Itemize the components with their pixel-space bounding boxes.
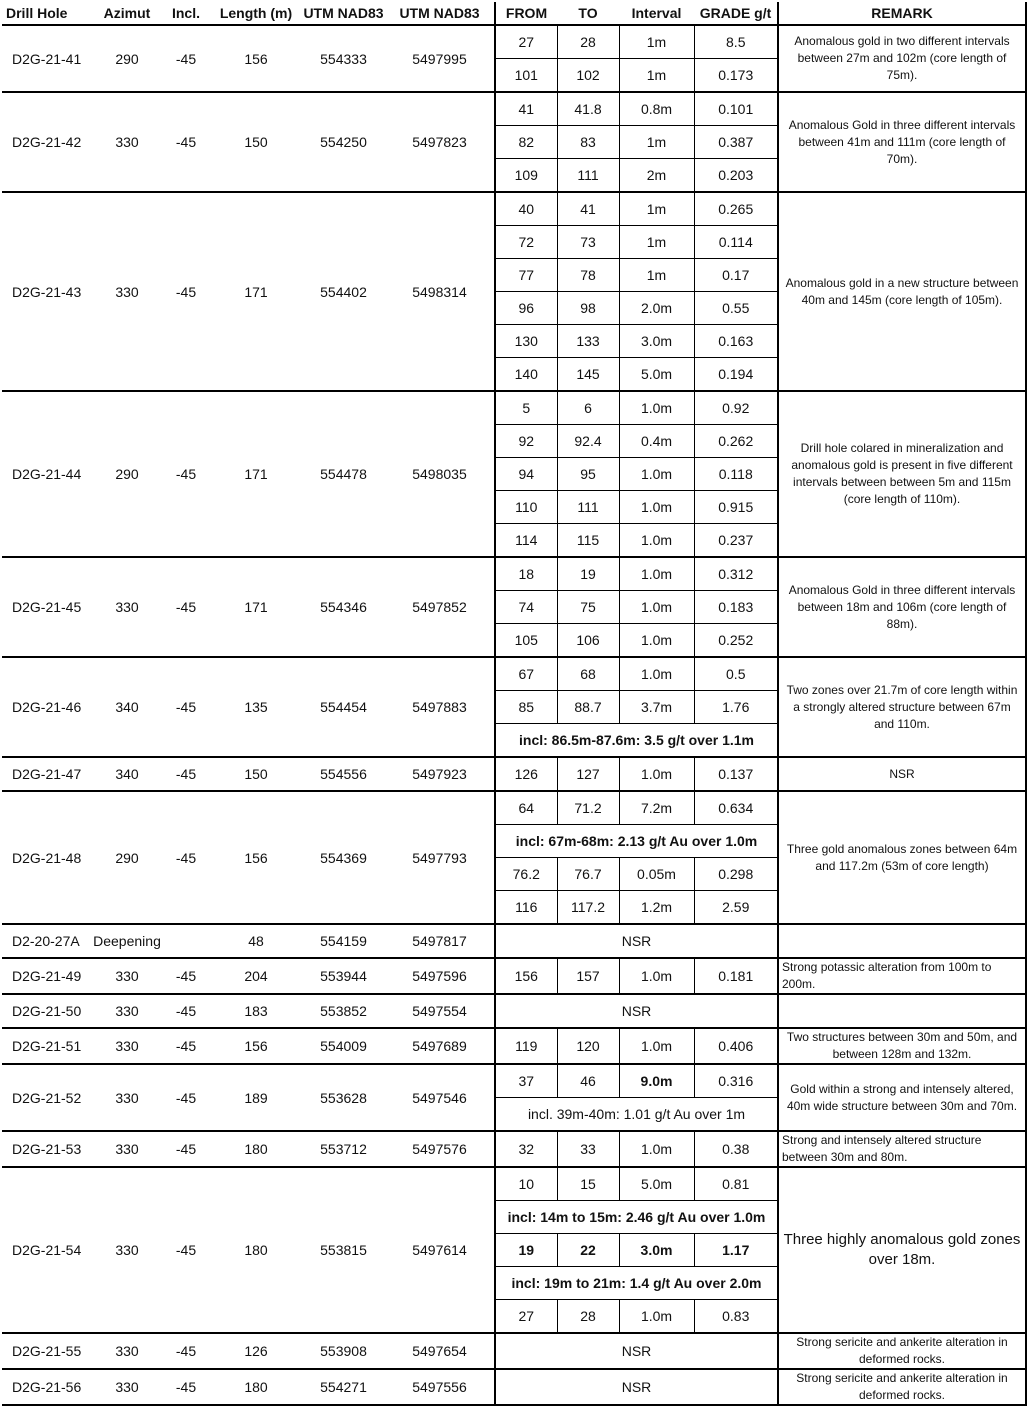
incl-value <box>162 924 210 958</box>
to-value: 75 <box>557 591 619 624</box>
grade-value: 0.203 <box>694 159 778 193</box>
table-row <box>2 791 1026 825</box>
from-value: 82 <box>495 126 557 159</box>
interval-value: 1m <box>619 192 694 226</box>
table-row <box>2 924 1026 958</box>
incl-value: -45 <box>162 994 210 1028</box>
to-value: 88.7 <box>557 691 619 724</box>
interval-value: 1.0m <box>619 391 694 425</box>
grade-value: 1.76 <box>694 691 778 724</box>
interval-value: 0.8m <box>619 92 694 126</box>
table-row <box>2 657 1026 691</box>
azimut-value: 330 <box>92 1333 162 1369</box>
header-row <box>2 2 1026 25</box>
header-length: Length (m) <box>219 5 293 21</box>
to-value: 111 <box>557 491 619 524</box>
header-from: FROM <box>495 2 557 25</box>
drill-hole-id: D2-20-27A <box>2 924 92 958</box>
from-value: 27 <box>495 1300 557 1334</box>
length-value: 156 <box>210 1028 302 1064</box>
from-value: 40 <box>495 192 557 226</box>
interval-value: 1.0m <box>619 757 694 791</box>
grade-value: 0.298 <box>694 858 778 891</box>
from-value: 110 <box>495 491 557 524</box>
table-row <box>2 757 1026 791</box>
table-row <box>2 1131 1026 1167</box>
from-value: 10 <box>495 1167 557 1201</box>
from-value: 116 <box>495 891 557 925</box>
from-value: 94 <box>495 458 557 491</box>
interval-note: NSR <box>495 1333 778 1369</box>
drill-hole-id: D2G-21-42 <box>2 92 92 192</box>
drill-hole-id: D2G-21-48 <box>2 791 92 924</box>
table-body <box>2 25 1026 1405</box>
from-value: 5 <box>495 391 557 425</box>
incl-value: -45 <box>162 1131 210 1167</box>
drill-hole-id: D2G-21-49 <box>2 958 92 994</box>
utm-north-value: 5497576 <box>385 1131 495 1167</box>
to-value: 111 <box>557 159 619 193</box>
incl-value: -45 <box>162 1064 210 1131</box>
utm-east-value: 554333 <box>302 25 385 92</box>
incl-value: -45 <box>162 391 210 557</box>
remark-text: Two zones over 21.7m of core length within a strongly altered structure between 67m and 110m. <box>778 657 1026 757</box>
interval-note: NSR <box>495 1369 778 1405</box>
length-value: 150 <box>210 757 302 791</box>
azimut-value: 330 <box>92 1131 162 1167</box>
remark-text: Strong sericite and ankerite alteration in deformed rocks. <box>778 1369 1026 1405</box>
incl-value: -45 <box>162 657 210 757</box>
grade-value: 0.137 <box>694 757 778 791</box>
interval-note: incl. 39m-40m: 1.01 g/t Au over 1m <box>495 1098 778 1132</box>
from-value: 130 <box>495 325 557 358</box>
from-value: 77 <box>495 259 557 292</box>
to-value: 73 <box>557 226 619 259</box>
utm-east-value: 553852 <box>302 994 385 1028</box>
from-value: 72 <box>495 226 557 259</box>
grade-value: 0.17 <box>694 259 778 292</box>
from-value: 140 <box>495 358 557 392</box>
to-value: 6 <box>557 391 619 425</box>
to-value: 28 <box>557 25 619 59</box>
length-value: 189 <box>210 1064 302 1131</box>
utm-east-value: 554369 <box>302 791 385 924</box>
length-value: 135 <box>210 657 302 757</box>
length-value: 180 <box>210 1131 302 1167</box>
to-value: 19 <box>557 557 619 591</box>
interval-note: NSR <box>495 994 778 1028</box>
interval-value: 1m <box>619 25 694 59</box>
incl-value: -45 <box>162 1369 210 1405</box>
interval-value: 5.0m <box>619 1167 694 1201</box>
interval-note: incl: 67m-68m: 2.13 g/t Au over 1.0m <box>495 825 778 858</box>
from-value: 101 <box>495 59 557 93</box>
remark-text <box>778 924 1026 958</box>
to-value: 133 <box>557 325 619 358</box>
azimut-value: 330 <box>92 192 162 391</box>
grade-value: 0.83 <box>694 1300 778 1334</box>
grade-value: 0.237 <box>694 524 778 558</box>
interval-value: 0.4m <box>619 425 694 458</box>
incl-value: -45 <box>162 25 210 92</box>
grade-value: 0.118 <box>694 458 778 491</box>
drill-results-table <box>2 2 1027 1406</box>
drill-hole-id: D2G-21-56 <box>2 1369 92 1405</box>
interval-value: 3.7m <box>619 691 694 724</box>
drill-hole-id: D2G-21-41 <box>2 25 92 92</box>
interval-note: incl: 14m to 15m: 2.46 g/t Au over 1.0m <box>495 1201 778 1234</box>
to-value: 76.7 <box>557 858 619 891</box>
grade-value: 1.17 <box>694 1234 778 1267</box>
grade-value: 0.38 <box>694 1131 778 1167</box>
utm-north-value: 5497689 <box>385 1028 495 1064</box>
utm-north-value: 5497995 <box>385 25 495 92</box>
grade-value: 0.387 <box>694 126 778 159</box>
grade-value: 0.406 <box>694 1028 778 1064</box>
interval-value: 1.0m <box>619 491 694 524</box>
utm-east-value: 553944 <box>302 958 385 994</box>
interval-value: 1.0m <box>619 958 694 994</box>
to-value: 115 <box>557 524 619 558</box>
interval-value: 1.0m <box>619 1028 694 1064</box>
header-utm-north: UTM NAD83 <box>399 5 480 21</box>
incl-value: -45 <box>162 791 210 924</box>
to-value: 157 <box>557 958 619 994</box>
remark-text: Drill hole colared in mineralization and anomalous gold is present in five different intervals between between 5m and 115m (core length of 110m). <box>778 391 1026 557</box>
length-value: 150 <box>210 92 302 192</box>
remark-text: Strong potassic alteration from 100m to 200m. <box>778 958 1026 994</box>
incl-value: -45 <box>162 192 210 391</box>
length-value: 204 <box>210 958 302 994</box>
drill-hole-id: D2G-21-54 <box>2 1167 92 1333</box>
to-value: 83 <box>557 126 619 159</box>
azimut-value: 330 <box>92 1167 162 1333</box>
interval-value: 1m <box>619 126 694 159</box>
utm-east-value: 554159 <box>302 924 385 958</box>
to-value: 71.2 <box>557 791 619 825</box>
interval-value: 1m <box>619 259 694 292</box>
from-value: 18 <box>495 557 557 591</box>
remark-text: Strong and intensely altered structure between 30m and 80m. <box>778 1131 1026 1167</box>
drill-hole-id: D2G-21-43 <box>2 192 92 391</box>
header-utm-east: UTM NAD83 <box>303 5 384 21</box>
grade-value: 0.101 <box>694 92 778 126</box>
grade-value: 0.5 <box>694 657 778 691</box>
utm-east-value: 554556 <box>302 757 385 791</box>
length-value: 126 <box>210 1333 302 1369</box>
length-value: 171 <box>210 192 302 391</box>
interval-value: 7.2m <box>619 791 694 825</box>
length-value: 156 <box>210 25 302 92</box>
drill-hole-id: D2G-21-46 <box>2 657 92 757</box>
azimut-value: 330 <box>92 92 162 192</box>
utm-north-value: 5497556 <box>385 1369 495 1405</box>
header-azimut: Azimut <box>103 5 151 21</box>
from-value: 96 <box>495 292 557 325</box>
utm-east-value: 554454 <box>302 657 385 757</box>
azimut-value: 290 <box>92 25 162 92</box>
interval-value: 1.0m <box>619 591 694 624</box>
interval-value: 2m <box>619 159 694 193</box>
incl-value: -45 <box>162 557 210 657</box>
interval-value: 1.0m <box>619 1300 694 1334</box>
to-value: 120 <box>557 1028 619 1064</box>
to-value: 41.8 <box>557 92 619 126</box>
header-drill-hole: Drill Hole <box>6 5 68 21</box>
from-value: 32 <box>495 1131 557 1167</box>
interval-value: 1.0m <box>619 524 694 558</box>
to-value: 102 <box>557 59 619 93</box>
grade-value: 0.183 <box>694 591 778 624</box>
from-value: 92 <box>495 425 557 458</box>
from-value: 19 <box>495 1234 557 1267</box>
from-value: 74 <box>495 591 557 624</box>
drill-hole-id: D2G-21-44 <box>2 391 92 557</box>
grade-value: 0.181 <box>694 958 778 994</box>
incl-value: -45 <box>162 1028 210 1064</box>
to-value: 92.4 <box>557 425 619 458</box>
to-value: 117.2 <box>557 891 619 925</box>
interval-value: 3.0m <box>619 1234 694 1267</box>
length-value: 180 <box>210 1167 302 1333</box>
from-value: 85 <box>495 691 557 724</box>
interval-note: incl: 19m to 21m: 1.4 g/t Au over 2.0m <box>495 1267 778 1300</box>
interval-value: 1m <box>619 59 694 93</box>
to-value: 106 <box>557 624 619 658</box>
utm-north-value: 5497793 <box>385 791 495 924</box>
utm-east-value: 554346 <box>302 557 385 657</box>
utm-east-value: 554009 <box>302 1028 385 1064</box>
from-value: 41 <box>495 92 557 126</box>
table-row <box>2 391 1026 425</box>
drill-hole-id: D2G-21-50 <box>2 994 92 1028</box>
grade-value: 0.173 <box>694 59 778 93</box>
interval-note: NSR <box>495 924 778 958</box>
drill-hole-id: D2G-21-53 <box>2 1131 92 1167</box>
remark-text: Gold within a strong and intensely altered, 40m wide structure between 30m and 70m. <box>778 1064 1026 1131</box>
interval-value: 2.0m <box>619 292 694 325</box>
grade-value: 0.92 <box>694 391 778 425</box>
azimut-value: 340 <box>92 657 162 757</box>
utm-north-value: 5497923 <box>385 757 495 791</box>
to-value: 33 <box>557 1131 619 1167</box>
table-row <box>2 1167 1026 1201</box>
utm-north-value: 5497554 <box>385 994 495 1028</box>
remark-text: Anomalous Gold in three different intervals between 41m and 111m (core length of 70m). <box>778 92 1026 192</box>
grade-value: 0.634 <box>694 791 778 825</box>
header-grade: GRADE g/t <box>699 5 772 21</box>
table-row <box>2 1369 1026 1405</box>
length-value: 183 <box>210 994 302 1028</box>
remark-text: NSR <box>778 757 1026 791</box>
grade-value: 0.265 <box>694 192 778 226</box>
from-value: 27 <box>495 25 557 59</box>
table-row <box>2 92 1026 126</box>
incl-value: -45 <box>162 958 210 994</box>
from-value: 37 <box>495 1064 557 1098</box>
interval-note: incl: 86.5m-87.6m: 3.5 g/t over 1.1m <box>495 724 778 758</box>
from-value: 156 <box>495 958 557 994</box>
interval-value: 1.0m <box>619 624 694 658</box>
table-row <box>2 25 1026 59</box>
grade-value: 0.81 <box>694 1167 778 1201</box>
azimut-value: Deepening <box>92 924 162 958</box>
interval-value: 1.0m <box>619 557 694 591</box>
utm-north-value: 5497817 <box>385 924 495 958</box>
utm-east-value: 553712 <box>302 1131 385 1167</box>
azimut-value: 330 <box>92 557 162 657</box>
remark-text: Three highly anomalous gold zones over 18m. <box>778 1167 1026 1333</box>
interval-value: 1.0m <box>619 1131 694 1167</box>
from-value: 76.2 <box>495 858 557 891</box>
azimut-value: 330 <box>92 994 162 1028</box>
grade-value: 0.312 <box>694 557 778 591</box>
from-value: 126 <box>495 757 557 791</box>
utm-north-value: 5498035 <box>385 391 495 557</box>
to-value: 41 <box>557 192 619 226</box>
interval-value: 1.2m <box>619 891 694 925</box>
header-incl: Incl. <box>171 5 200 21</box>
grade-value: 0.262 <box>694 425 778 458</box>
utm-north-value: 5497614 <box>385 1167 495 1333</box>
table-row <box>2 557 1026 591</box>
header-to: TO <box>578 5 598 21</box>
from-value: 109 <box>495 159 557 193</box>
grade-value: 0.114 <box>694 226 778 259</box>
length-value: 171 <box>210 557 302 657</box>
grade-value: 0.915 <box>694 491 778 524</box>
utm-north-value: 5497546 <box>385 1064 495 1131</box>
remark-text: Anomalous gold in two different intervals between 27m and 102m (core length of 75m). <box>778 25 1026 92</box>
table-row <box>2 994 1026 1028</box>
incl-value: -45 <box>162 757 210 791</box>
grade-value: 2.59 <box>694 891 778 925</box>
grade-value: 0.194 <box>694 358 778 392</box>
remark-text: Three gold anomalous zones between 64m and 117.2m (53m of core length) <box>778 791 1026 924</box>
interval-value: 5.0m <box>619 358 694 392</box>
utm-east-value: 554402 <box>302 192 385 391</box>
interval-value: 1.0m <box>619 458 694 491</box>
utm-north-value: 5498314 <box>385 192 495 391</box>
grade-value: 0.55 <box>694 292 778 325</box>
interval-value: 9.0m <box>619 1064 694 1098</box>
drill-hole-id: D2G-21-51 <box>2 1028 92 1064</box>
azimut-value: 330 <box>92 1064 162 1131</box>
to-value: 78 <box>557 259 619 292</box>
from-value: 64 <box>495 791 557 825</box>
utm-north-value: 5497596 <box>385 958 495 994</box>
drill-hole-id: D2G-21-55 <box>2 1333 92 1369</box>
header-interval: Interval <box>631 5 682 21</box>
length-value: 48 <box>210 924 302 958</box>
length-value: 156 <box>210 791 302 924</box>
utm-north-value: 5497852 <box>385 557 495 657</box>
interval-value: 3.0m <box>619 325 694 358</box>
to-value: 145 <box>557 358 619 392</box>
grade-value: 0.163 <box>694 325 778 358</box>
utm-east-value: 553815 <box>302 1167 385 1333</box>
utm-north-value: 5497883 <box>385 657 495 757</box>
to-value: 46 <box>557 1064 619 1098</box>
utm-east-value: 554250 <box>302 92 385 192</box>
length-value: 171 <box>210 391 302 557</box>
remark-text: Strong sericite and ankerite alteration in deformed rocks. <box>778 1333 1026 1369</box>
to-value: 15 <box>557 1167 619 1201</box>
azimut-value: 290 <box>92 391 162 557</box>
interval-value: 1m <box>619 226 694 259</box>
interval-value: 1.0m <box>619 657 694 691</box>
incl-value: -45 <box>162 1167 210 1333</box>
length-value: 180 <box>210 1369 302 1405</box>
table-row <box>2 958 1026 994</box>
from-value: 119 <box>495 1028 557 1064</box>
table-row <box>2 1064 1026 1098</box>
to-value: 68 <box>557 657 619 691</box>
utm-north-value: 5497654 <box>385 1333 495 1369</box>
azimut-value: 330 <box>92 1369 162 1405</box>
grade-value: 8.5 <box>694 25 778 59</box>
table-row <box>2 192 1026 226</box>
drill-hole-id: D2G-21-52 <box>2 1064 92 1131</box>
remark-text <box>778 994 1026 1028</box>
grade-value: 0.252 <box>694 624 778 658</box>
to-value: 22 <box>557 1234 619 1267</box>
table-row <box>2 1333 1026 1369</box>
from-value: 67 <box>495 657 557 691</box>
remark-text: Two structures between 30m and 50m, and between 128m and 132m. <box>778 1028 1026 1064</box>
to-value: 127 <box>557 757 619 791</box>
azimut-value: 330 <box>92 1028 162 1064</box>
from-value: 105 <box>495 624 557 658</box>
to-value: 28 <box>557 1300 619 1334</box>
utm-east-value: 553628 <box>302 1064 385 1131</box>
table-row <box>2 1028 1026 1064</box>
azimut-value: 330 <box>92 958 162 994</box>
utm-north-value: 5497823 <box>385 92 495 192</box>
interval-value: 0.05m <box>619 858 694 891</box>
grade-value: 0.316 <box>694 1064 778 1098</box>
drill-hole-id: D2G-21-45 <box>2 557 92 657</box>
drill-hole-id: D2G-21-47 <box>2 757 92 791</box>
remark-text: Anomalous gold in a new structure between 40m and 145m (core length of 105m). <box>778 192 1026 391</box>
utm-east-value: 554478 <box>302 391 385 557</box>
to-value: 98 <box>557 292 619 325</box>
header-remark: REMARK <box>778 2 1026 25</box>
remark-text: Anomalous Gold in three different intervals between 18m and 106m (core length of 88m). <box>778 557 1026 657</box>
utm-east-value: 553908 <box>302 1333 385 1369</box>
incl-value: -45 <box>162 1333 210 1369</box>
incl-value: -45 <box>162 92 210 192</box>
utm-east-value: 554271 <box>302 1369 385 1405</box>
azimut-value: 290 <box>92 791 162 924</box>
from-value: 114 <box>495 524 557 558</box>
azimut-value: 340 <box>92 757 162 791</box>
to-value: 95 <box>557 458 619 491</box>
